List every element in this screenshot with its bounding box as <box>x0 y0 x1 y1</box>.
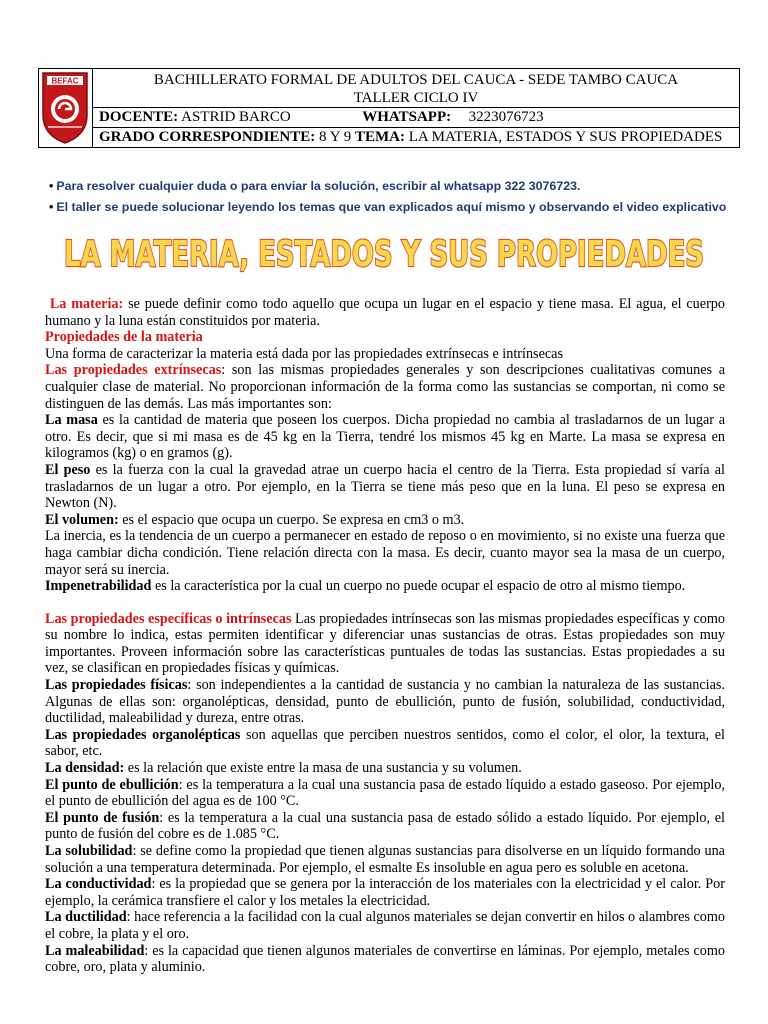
paragraph-maleabilidad: La maleabilidad: es la capacidad que tienen algunos materiales de convertirse en láminas. Por ejemplo, metales como cobre, oro, plata y aluminio. <box>45 942 725 976</box>
paragraph-materia: La materia: se puede definir como todo aquello que ocupa un lugar en el espacio y tiene masa. El agua, el cuerpo humano y la luna están constituidos por materia. <box>45 296 725 329</box>
paragraph-fusion: El punto de fusión: es la temperatura a la cual una sustancia pasa de estado sólido a estado líquido. Por ejemplo, el punto de fusión del cobre es de 1.085 °C. <box>45 809 725 843</box>
paragraph-ductilidad: La ductilidad: hace referencia a la facilidad con la cual algunos materiales se dejan convertir en hilos o alambres como el cobre, la plata y el oro. <box>45 909 726 942</box>
paragraph-ebullicion: El punto de ebullición: es la temperatura a la cual una sustancia pasa de estado líquido a estado gaseoso. Por ejemplo, el punto de ebullición del agua es de 100 °C. <box>45 776 725 810</box>
tema-value: LA MATERIA, ESTADOS Y SUS PROPIEDADES <box>408 129 723 145</box>
paragraph-solubilidad: La solubilidad: se define como la propiedad que tienen algunas sustancias para disolverse en un líquido formando una solución a una temperatura determinada. Por ejemplo, el esmalte Es insoluble en agua pero es soluble en acetona. <box>45 843 725 876</box>
banner-title: LA MATERIA, ESTADOS Y SUS PROPIEDADES <box>64 234 704 275</box>
header-table <box>38 68 740 148</box>
paragraph-organolepticas: Las propiedades organolépticas son aquellas que perciben nuestros sentidos, como el color, el olor, la textura, el sabor, etc. <box>45 726 725 760</box>
school-name: BACHILLERATO FORMAL DE ADULTOS DEL CAUCA - SEDE TAMBO CAUCA <box>153 72 679 88</box>
taller-title: TALLER CICLO IV <box>353 90 479 106</box>
paragraph-intrinsecas: Las propiedades específicas o intrínsecas Las propiedades intrínsecas son las mismas propiedades específicas y como su nombre lo indica, estas permiten identificar y diferenciar unas sustancias de otras. Estas propiedades son muy importantes. Proveen información sobre las características puntuales de todas las sustancias. Estas propiedades a su vez, se clasifican en propiedades físicas y químicas. <box>45 610 725 677</box>
whatsapp-value: 3223076723 <box>468 109 544 125</box>
paragraph-peso: El peso es la fuerza con la cual la gravedad atrae un cuerpo hacia el centro de la Tierra. Esta propiedad sí varía al trasladarnos de un lugar a otro. Por ejemplo, en la Tierra se tiene más peso que en la luna. El peso se expresa en Newton (N). <box>45 461 725 512</box>
paragraph-propiedades-intro: Una forma de caracterizar la materia está dada por las propiedades extrínsecas e intrínsecas <box>45 345 563 362</box>
bullet-icon: • <box>49 179 54 193</box>
docente-row <box>93 107 739 127</box>
grado-value: 8 Y 9 <box>319 129 352 145</box>
instruction-item: • Para resolver cualquier duda o para enviar la solución, escribir al whatsapp 322 3076723. <box>49 179 581 193</box>
bullet-icon: • <box>49 200 54 214</box>
paragraph-extrinsecas: Las propiedades extrínsecas: son las mismas propiedades generales y son descripciones cualitativas comunes a cualquier clase de material. No proporcionan información de la forma como las sustancias se comportan, ni como se distinguen de las demás. Las más importantes son: <box>45 362 725 412</box>
instructions-list <box>49 176 749 218</box>
grado-label: GRADO CORRESPONDIENTE: <box>99 129 316 145</box>
heading-propiedades: Propiedades de la materia <box>45 329 203 346</box>
docente-label: DOCENTE: <box>99 109 179 125</box>
document-body <box>45 296 725 976</box>
paragraph-masa: La masa es la cantidad de materia que poseen los cuerpos. Dicha propiedad no cambia al trasladarnos de un lugar a otro. Es decir, que si mi masa es de 45 kg en la Tierra, tendré los mismos 45 kg en Marte. La masa se expresa en kilogramos (kg) o en gramos (g). <box>45 412 725 462</box>
docente-value: ASTRID BARCO <box>181 109 291 125</box>
paragraph-volumen: El volumen: es el espacio que ocupa un cuerpo. Se expresa en cm3 o m3. <box>45 511 465 528</box>
instruction-item: • El taller se puede solucionar leyendo los temas que van explicados aquí mismo y observando el video explicativo <box>49 200 727 214</box>
title-banner <box>0 220 768 280</box>
paragraph-conductividad: La conductividad: es la propiedad que se genera por la interacción de los materiales con la electricidad y el calor. Por ejemplo, la cerámica transfiere el calor y los metales la electricidad. <box>45 876 725 909</box>
paragraph-inercia: La inercia, es la tendencia de un cuerpo a permanecer en estado de reposo o en movimiento, si no existe una fuerza que haga cambiar dicha condición. Tiene relación directa con la masa. Es decir, cuanto mayor sea la masa de un cuerpo, mayor será su inercia. <box>45 528 725 578</box>
header-title-row <box>93 69 739 107</box>
school-crest-icon <box>39 69 91 145</box>
whatsapp-label: WHATSAPP: <box>362 109 452 125</box>
tema-label: TEMA: <box>355 129 406 145</box>
paragraph-impenetrabilidad: Impenetrabilidad es la característica por la cual un cuerpo no puede ocupar el espacio de otro al mismo tiempo. <box>45 578 686 595</box>
svg-text:BEFAC: BEFAC <box>51 76 79 86</box>
school-logo <box>39 69 93 147</box>
paragraph-fisicas: Las propiedades físicas: son independientes a la cantidad de sustancia y no cambian la naturaleza de las sustancias. Algunas de ellas son: organolépticas, densidad, punto de ebullición, punto de fusión, solubilidad, conductividad, ductilidad, maleabilidad y dureza, entre otras. <box>45 677 725 727</box>
grado-row <box>93 127 739 147</box>
paragraph-densidad: La densidad: es la relación que existe entre la masa de una sustancia y su volumen. <box>45 760 522 777</box>
